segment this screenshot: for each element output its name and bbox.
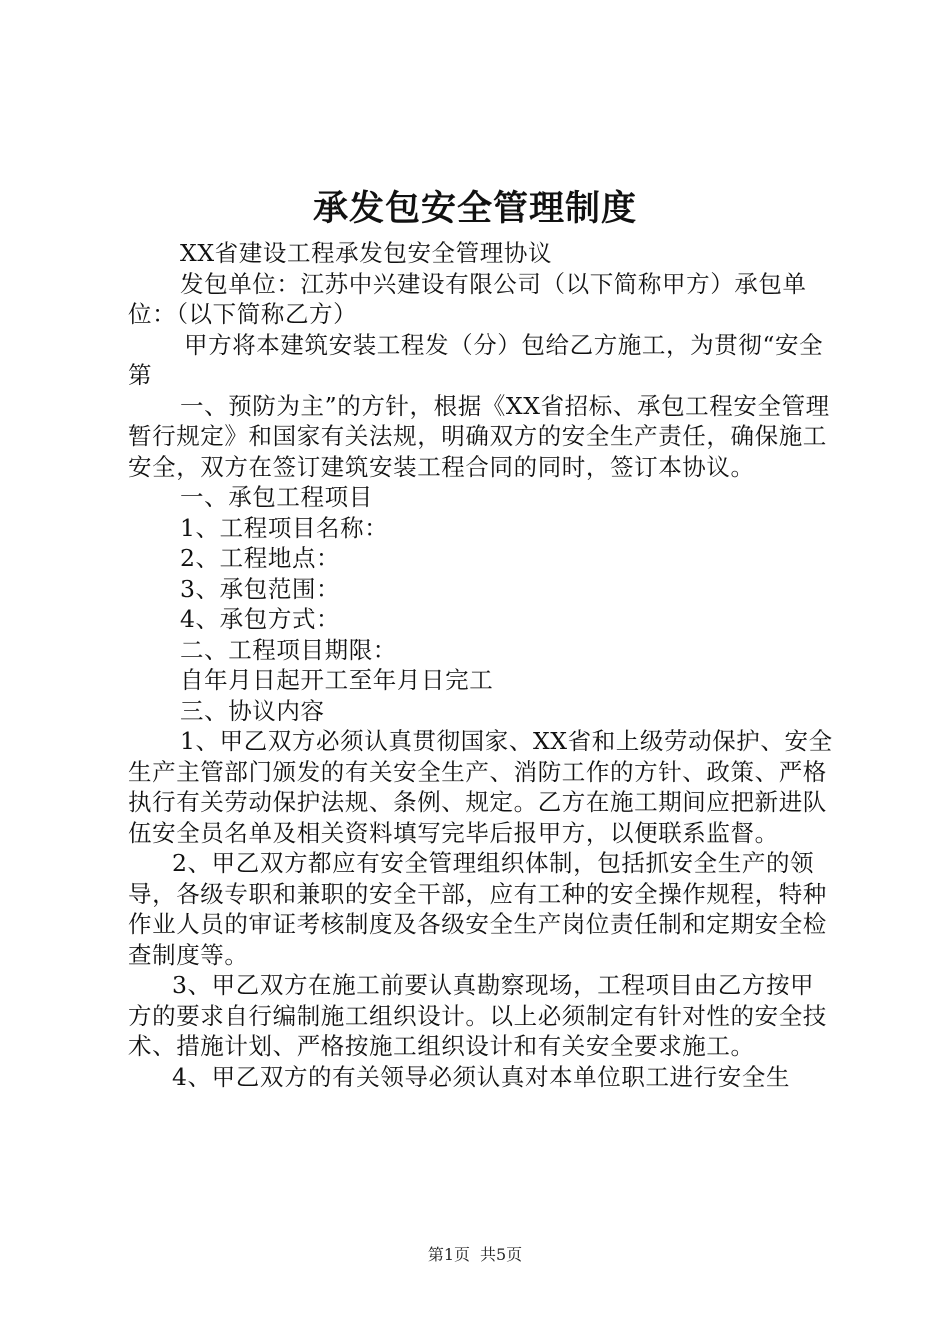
section-heading-period: 二、工程项目期限： [180,635,397,664]
list-item: 1、工程项目名称： [180,513,389,542]
clause-paragraph: 3、甲乙双方在施工前要认真勘察现场，工程项目由乙方按甲方的要求自行编制施工组织设计。以上必须制定有针对性的安全技术、措施计划、严格按施工组织设计和有关安全要求施工。 [128,971,827,1060]
principle-paragraph: 一、预防为主”的方针，根据《XX省招标、承包工程安全管理暂行规定》和国家有关法规，明确双方的安全生产责任，确保施工安全，双方在签订建筑安装工程合同的同时，签订本协议。 [128,391,830,481]
list-item: 3、承包范围： [180,574,341,603]
list-item: 4、承包方式： [180,605,341,633]
page-total: 共5页 [480,1245,523,1264]
list-item: 2、工程地点： [180,544,341,572]
period-text: 自年月日起开工至年月日完工 [180,666,494,694]
page-number: 第1页 [427,1245,470,1264]
document-title: 承发包安全管理制度 [312,188,637,229]
section-heading-content: 三、协议内容 [180,696,325,725]
clause-paragraph: 1、甲乙双方必须认真贯彻国家、XX省和上级劳动保护、安全生产主管部门颁发的有关安全生产、消防工作的方针、政策、严格执行有关劳动保护法规、条例、规定。乙方在施工期间应把新进队伍安全员名单及相关资料填写完毕后报甲方，以便联系监督。 [128,727,833,847]
clause-paragraph: 2、甲乙双方都应有安全管理组织体制，包括抓安全生产的领导，各级专职和兼职的安全干部，应有工种的安全操作规程，特种作业人员的审证考核制度及各级安全生产岗位责任制和定期安全检查制度等。 [128,849,827,969]
page-footer [0,1244,950,1266]
clause-paragraph: 4、甲乙双方的有关领导必须认真对本单位职工进行安全生 [172,1062,791,1091]
parties-paragraph: 发包单位：江苏中兴建设有限公司（以下简称甲方）承包单位：（以下简称乙方） [128,269,807,328]
section-heading-project: 一、承包工程项目 [180,483,373,511]
intro-paragraph: 甲方将本建筑安装工程发（分）包给乙方施工，为贯彻“安全第 [128,330,824,389]
agreement-heading: XX省建设工程承发包安全管理协议 [180,239,553,267]
document-body [128,238,838,1092]
